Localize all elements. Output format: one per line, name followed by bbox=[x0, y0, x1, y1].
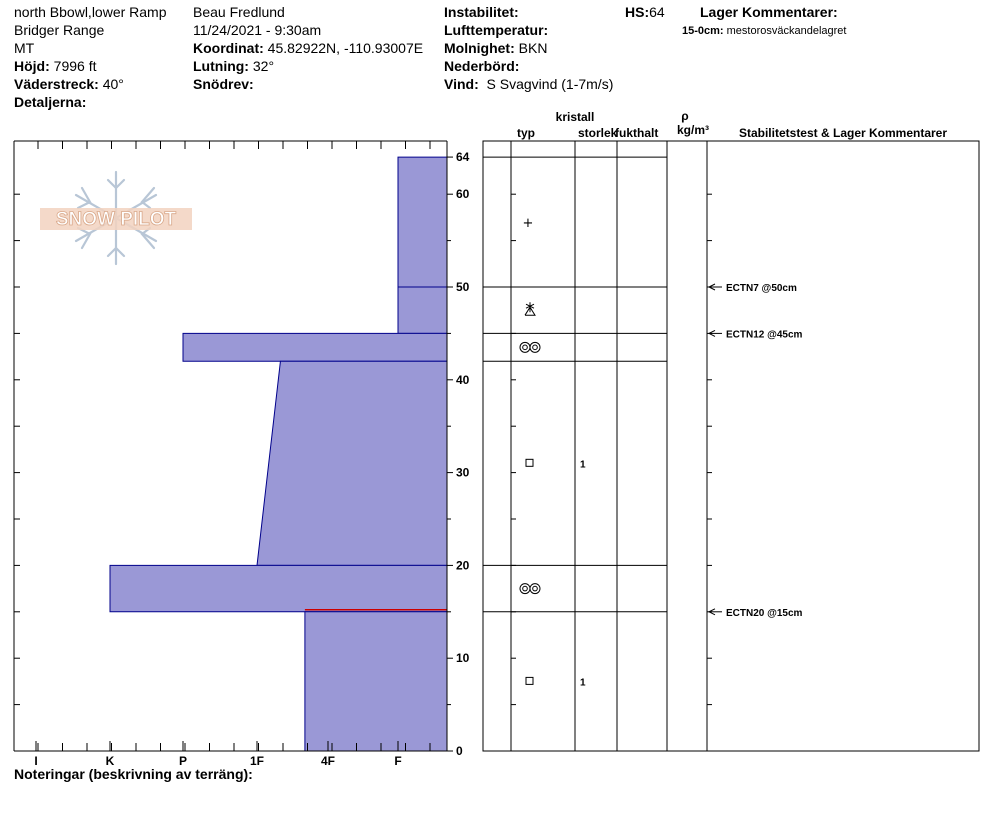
hs-value: 64 bbox=[649, 4, 665, 20]
layer-comment-depth: 15-0cm: bbox=[682, 25, 724, 37]
grain-circle-inner bbox=[523, 345, 528, 350]
stability-test bbox=[709, 608, 803, 619]
location-line2: Bridger Range bbox=[14, 22, 105, 38]
surface-hoar-symbol bbox=[525, 302, 535, 315]
precip-particle-symbol: + bbox=[522, 216, 534, 232]
column-header: storlek bbox=[578, 126, 618, 140]
aspect-value: 40° bbox=[102, 76, 124, 92]
grain-circle bbox=[530, 584, 540, 594]
stability-test-label: ECTN12 @45cm bbox=[726, 329, 803, 341]
depth-tick-label: 50 bbox=[456, 280, 470, 294]
hardness-segment bbox=[398, 287, 447, 333]
location-line3: MT bbox=[14, 40, 35, 56]
drift-row: Snödrev: bbox=[193, 76, 254, 92]
column-header: Stabilitetstest & Lager Kommentarer bbox=[738, 126, 948, 140]
stability-test bbox=[709, 283, 797, 294]
details-row: Detaljerna: bbox=[14, 94, 87, 110]
hardness-tick-label: I bbox=[34, 754, 38, 768]
slope-value: 32° bbox=[252, 58, 275, 74]
coord-row: Koordinat: 45.82922N, -110.93007E bbox=[193, 40, 424, 56]
hardness-segment bbox=[257, 361, 447, 565]
aspect-row: Väderstreck: 40° bbox=[14, 76, 124, 92]
layer-comments-title: Lager Kommentarer: bbox=[700, 4, 838, 20]
depth-tick-label: 64 bbox=[456, 150, 470, 165]
faceted-grain-symbol bbox=[526, 677, 533, 684]
logo-text: SNOW PILOT bbox=[55, 209, 177, 230]
grain-size-label: 1 bbox=[580, 459, 586, 471]
stability-test-label: ECTN7 @50cm bbox=[726, 283, 797, 294]
faceted-grain-symbol bbox=[526, 459, 533, 466]
airtemp-row: Lufttemperatur: bbox=[444, 22, 549, 38]
column-header: kristall bbox=[555, 110, 595, 124]
hs-row: HS:64 bbox=[625, 4, 665, 20]
rounded-grain-symbol bbox=[520, 342, 540, 352]
depth-tick-label: 10 bbox=[456, 651, 470, 666]
table-frame bbox=[483, 141, 979, 751]
stability-test bbox=[709, 329, 803, 340]
grain-circle-inner bbox=[533, 586, 538, 591]
precip-row: Nederbörd: bbox=[444, 58, 520, 74]
depth-tick-label: 30 bbox=[456, 465, 470, 480]
grain-circle-inner bbox=[523, 586, 528, 591]
coord-value: 45.82922N, -110.93007E bbox=[267, 40, 424, 56]
rounded-grain-symbol bbox=[520, 584, 540, 594]
layer-comment-text: mestorosväckandelagret bbox=[726, 25, 847, 37]
wind-value: S Svagvind (1-7m/s) bbox=[486, 76, 614, 92]
column-header: kg/m³ bbox=[676, 123, 710, 137]
notes-label: Noteringar (beskrivning av terräng): bbox=[14, 766, 253, 782]
instability-row: Instabilitet: bbox=[444, 4, 519, 20]
hardness-segment bbox=[305, 612, 447, 751]
hardness-tick-label: P bbox=[178, 754, 188, 768]
hardness-tick-label: K bbox=[105, 754, 115, 768]
hardness-tick-label: F bbox=[394, 754, 402, 768]
depth-tick-label: 40 bbox=[456, 372, 470, 387]
datetime: 11/24/2021 - 9:30am bbox=[193, 22, 322, 38]
cloud-row: Molnighet: BKN bbox=[444, 40, 548, 56]
hardness-segment bbox=[110, 565, 447, 611]
hardness-tick-label: 1F bbox=[249, 754, 265, 768]
hardness-tick-label: 4F bbox=[320, 754, 336, 768]
grain-circle bbox=[530, 342, 540, 352]
depth-tick-label: 60 bbox=[456, 187, 470, 202]
hardness-segment bbox=[398, 157, 447, 287]
grain-circle bbox=[520, 584, 530, 594]
hardness-segment bbox=[183, 333, 447, 361]
column-header: fukthalt bbox=[615, 126, 659, 140]
elevation-value: 7996 ft bbox=[53, 58, 97, 74]
grain-circle bbox=[520, 342, 530, 352]
slope-row: Lutning: 32° bbox=[193, 58, 275, 74]
wind-row: Vind: S Svagvind (1-7m/s) bbox=[444, 76, 614, 92]
grain-size-label: 1 bbox=[580, 677, 586, 689]
depth-tick-label: 0 bbox=[456, 744, 463, 758]
cloud-value: BKN bbox=[518, 40, 548, 56]
location-line1: north Bbowl,lower Ramp bbox=[14, 4, 167, 20]
stability-test-label: ECTN20 @15cm bbox=[726, 607, 803, 619]
column-header: typ bbox=[517, 126, 535, 140]
snowpilot-logo bbox=[38, 168, 198, 268]
column-header: ρ bbox=[681, 109, 689, 123]
grain-circle-inner bbox=[533, 345, 538, 350]
elevation-row: Höjd: 7996 ft bbox=[14, 58, 97, 74]
layer-table bbox=[483, 109, 979, 751]
observer: Beau Fredlund bbox=[193, 4, 285, 20]
depth-tick-label: 20 bbox=[456, 558, 470, 573]
